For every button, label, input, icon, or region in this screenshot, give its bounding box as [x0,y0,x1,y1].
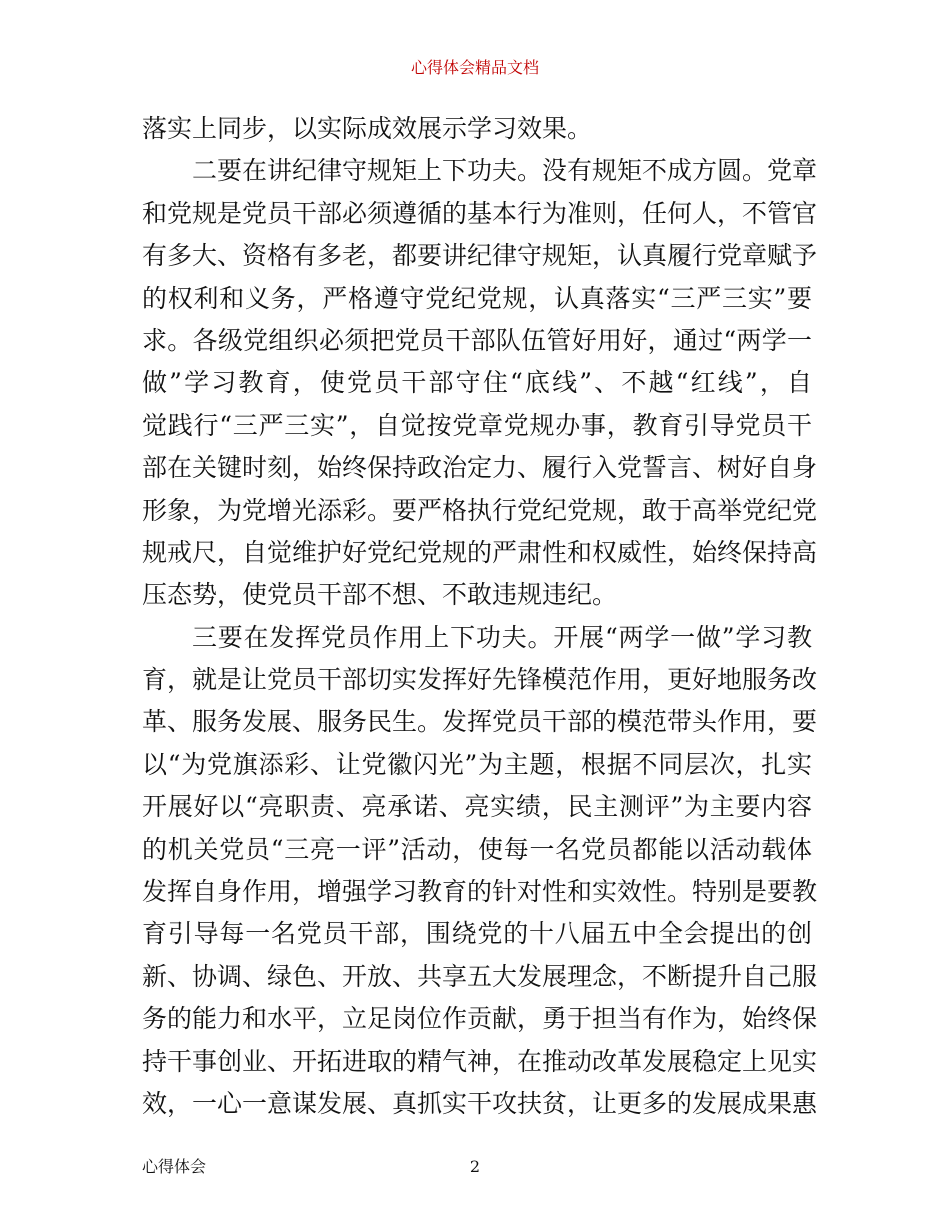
text-line: 以“为党旗添彩、让党徽闪光”为主题，根据不同层次，扎实 [142,749,812,779]
text-line: 二要在讲纪律守规矩上下功夫。没有规矩不成方圆。党章 [192,156,818,186]
text-line: 三要在发挥党员作用上下功夫。开展“两学一做”学习教 [192,622,812,652]
text-line: 求。各级党组织必须把党员干部队伍管好用好，通过“两学一 [142,325,812,355]
text-line: 有多大、资格有多老，都要讲纪律守规矩，认真履行党章赋予 [142,241,818,271]
footer-label: 心得体会 [142,1157,207,1176]
text-line: 育引导每一名党员干部，围绕党的十八届五中全会提出的创 [142,919,812,949]
text-line: 育，就是让党员干部切实发挥好先锋模范作用，更好地服务改 [142,665,818,695]
text-line: 和党规是党员干部必须遵循的基本行为准则，任何人，不管官 [142,198,818,228]
text-line: 发挥自身作用，增强学习教育的针对性和实效性。特别是要教 [142,877,818,907]
text-line: 新、协调、绿色、开放、共享五大发展理念，不断提升自己服 [142,961,818,991]
text-line: 革、服务发展、服务民生。发挥党员干部的模范带头作用，要 [142,707,818,737]
text-line: 的权利和义务，严格遵守党纪党规，认真落实“三严三实”要 [142,283,812,313]
text-line: 落实上同步，以实际成效展示学习效果。 [142,114,593,143]
text-line: 形象，为党增光添彩。要严格执行党纪党规，敢于高举党纪党 [142,495,818,525]
text-line: 觉践行“三严三实”，自觉按党章党规办事，教育引导党员干 [142,410,812,440]
text-line: 务的能力和水平，立足岗位作贡献，勇于担当有作为，始终保 [142,1004,818,1034]
text-line: 开展好以“亮职责、亮承诺、亮实绩，民主测评”为主要内容 [142,792,812,822]
text-line: 压态势，使党员干部不想、不敢违规违纪。 [142,580,618,610]
body-text [142,108,818,1125]
page-header-title: 心得体会精品文档 [410,58,539,77]
text-line: 持干事创业、开拓进取的精气神，在推动改革发展稳定上见实 [142,1046,818,1076]
text-line: 做”学习教育，使党员干部守住“底线”、不越“红线”，自 [142,368,812,398]
text-line: 部在关键时刻，始终保持政治定力、履行入党誓言、树好自身 [142,453,818,483]
text-line: 规戒尺，自觉维护好党纪党规的严肃性和权威性，始终保持高 [142,537,818,567]
page-number: 2 [469,1157,481,1176]
text-line: 的机关党员“三亮一评”活动，使每一名党员都能以活动载体 [142,834,812,864]
text-line: 效，一心一意谋发展、真抓实干攻扶贫，让更多的发展成果惠 [142,1088,818,1118]
